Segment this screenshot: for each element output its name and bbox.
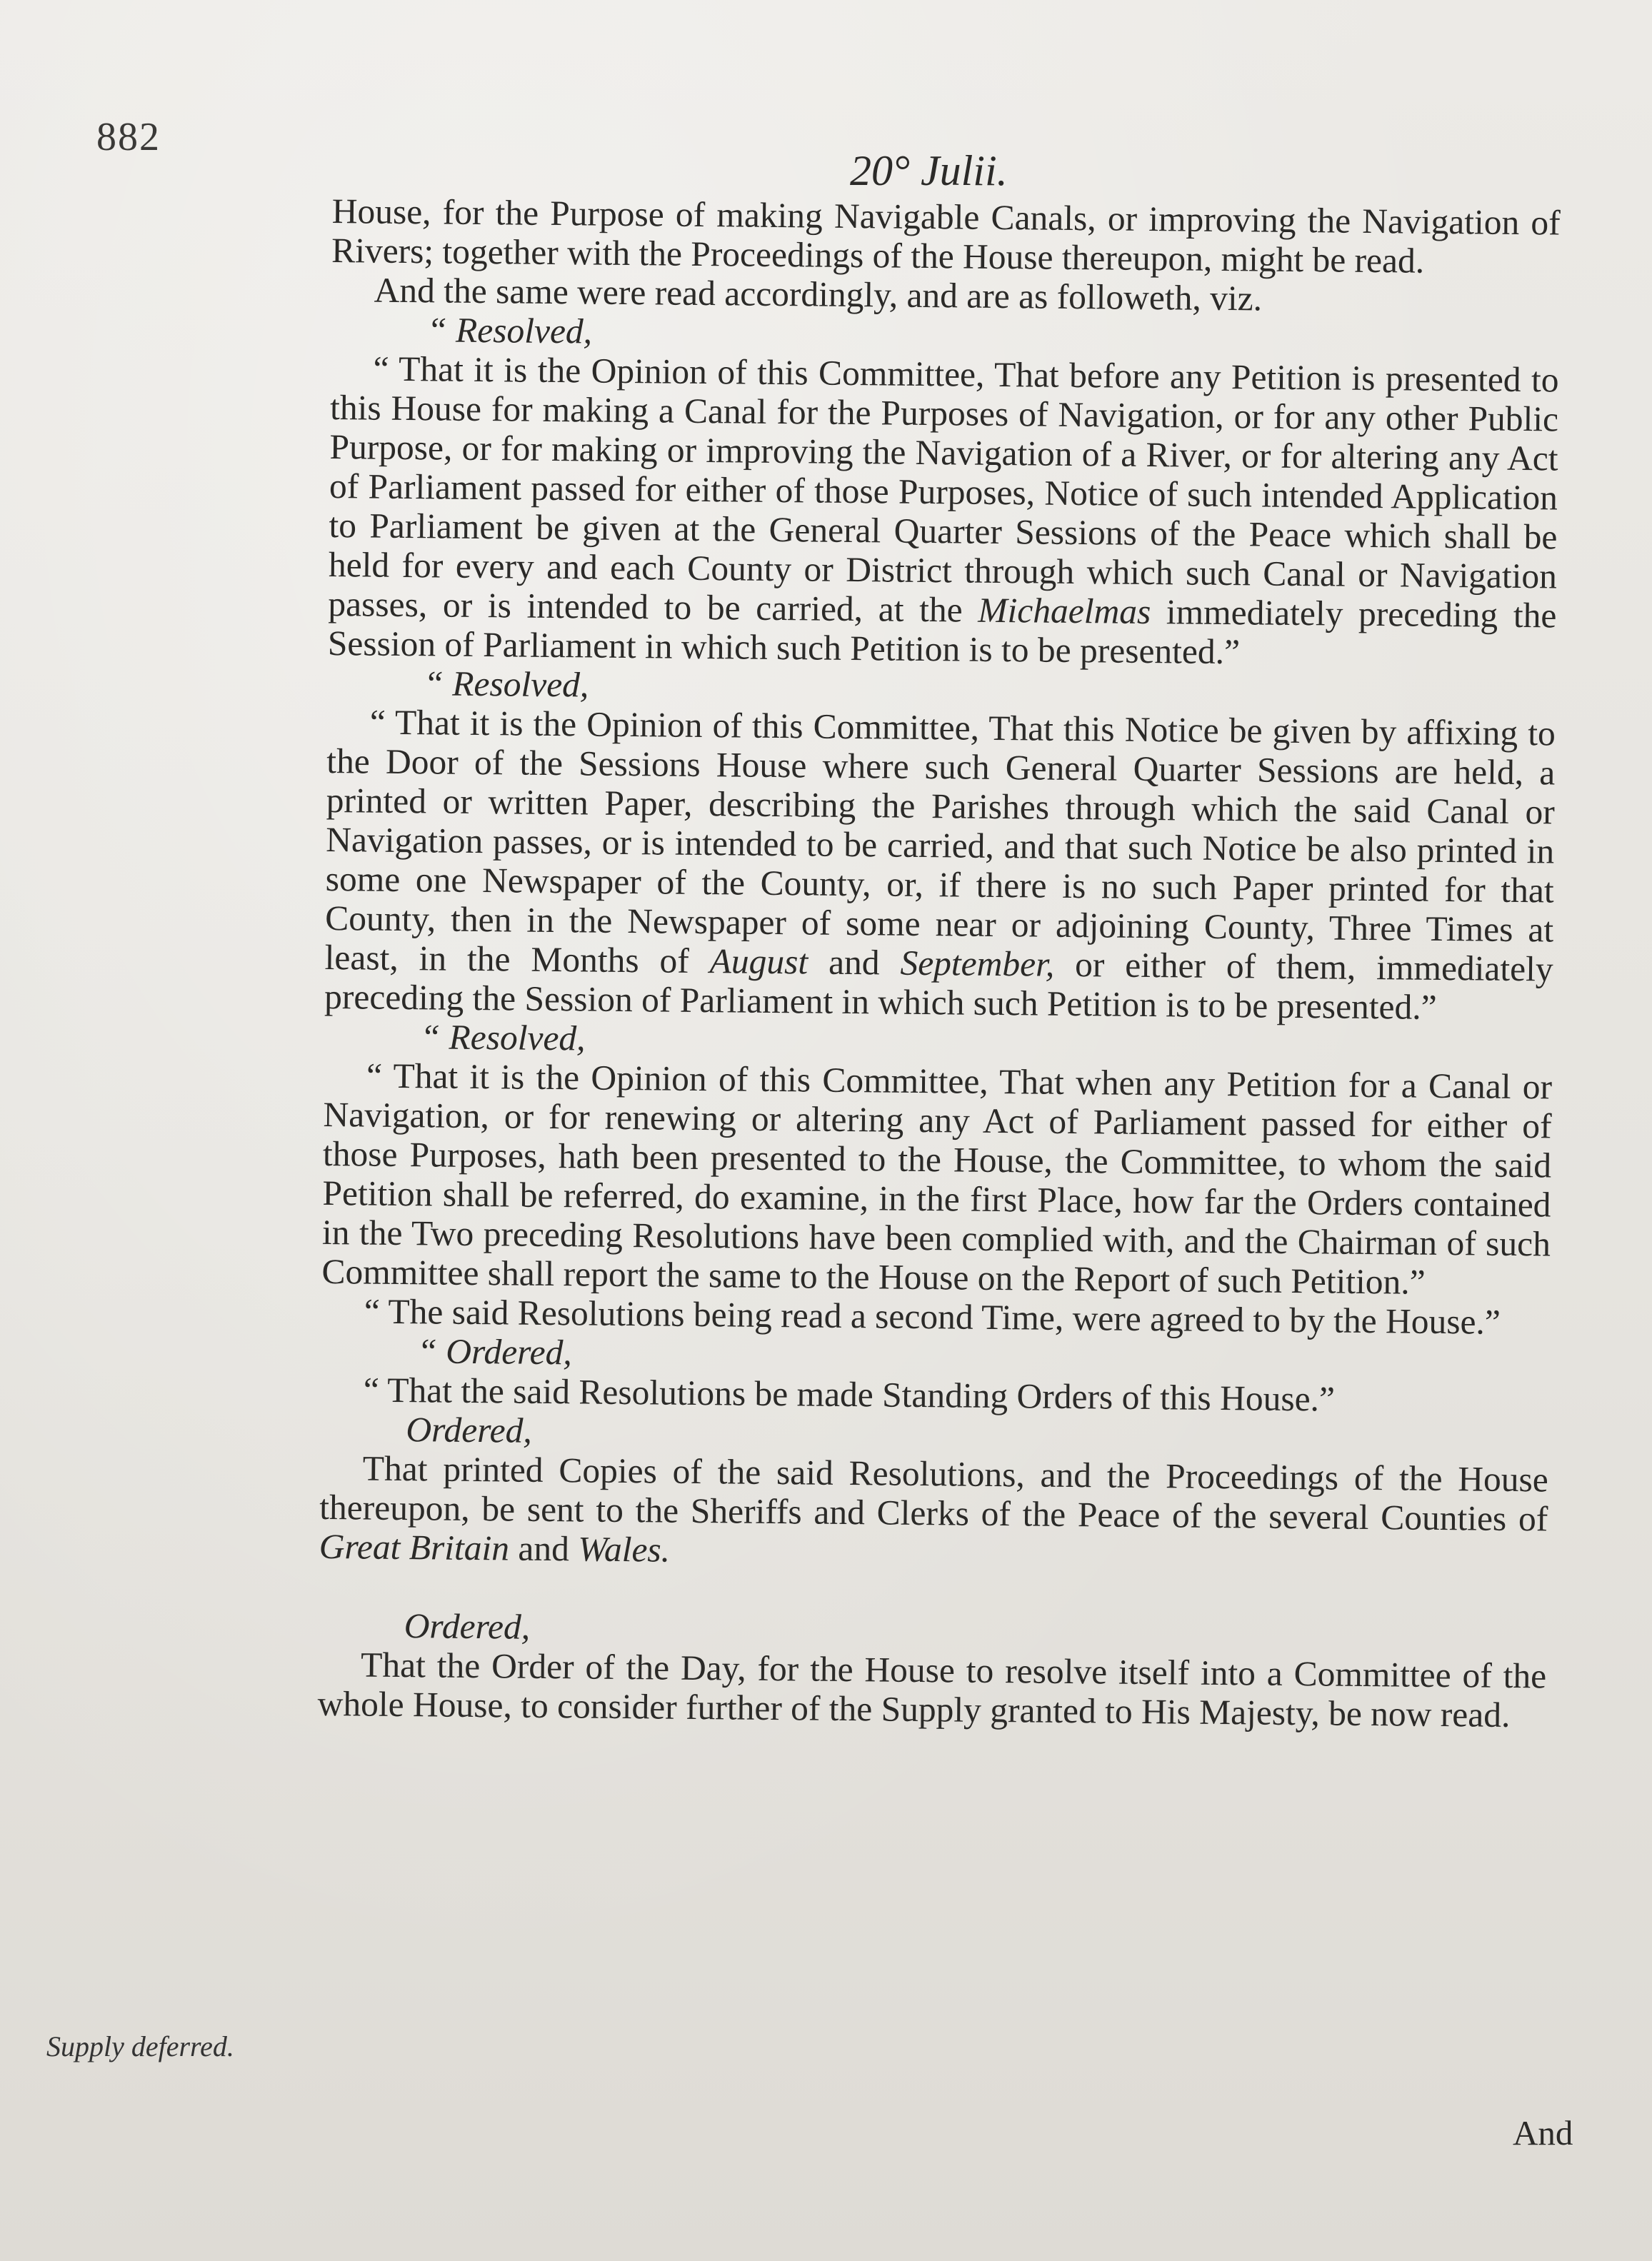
paragraph-3-text: That printed Copies of the said Resolutions, and the Proceedings of the House thereupon, be sent to the Sheriffs and Clerks of the Peace of the several Counties of xyxy=(319,1448,1549,1539)
ordered-heading-2: Ordered, xyxy=(406,1410,533,1450)
standing-order: “ That the said Resolutions be made Standing Orders of this House.” xyxy=(363,1370,1336,1419)
month-september: September, xyxy=(900,943,1055,984)
resolution-1 xyxy=(328,349,1559,674)
michaelmas-term: Michaelmas xyxy=(978,590,1151,632)
paragraph-1: House, for the Purpose of making Navigable Canals, or improving the Navigation of Rivers; together with the Proceedings of the House thereupon, might be read. xyxy=(331,191,1561,281)
resolution-1-line-1: “ That it is the Opinion of this Committee, That before any Petition xyxy=(373,349,1342,398)
body-text xyxy=(317,191,1561,1735)
page-number: 882 xyxy=(96,115,161,159)
resolution-2 xyxy=(324,702,1556,1028)
resolution-2-part-b: or either of them, immediately preceding the Session of Parliament in which such Petition is to be presented.” xyxy=(324,945,1553,1027)
paragraph-2: And the same were read accordingly, and are as followeth, viz. xyxy=(374,270,1263,319)
resolution-1-body: is presented to this House for making a Canal for the Purposes of Navigation, or for any other Public Purpose, or for making or improving the Navigation of a River, or for altering any Act of Parliament passed for either of those Purposes, Notice of such intended Application to Parliament be given at the General Quarter Sessions of the Peace which shall be held for every and each County or District through which such Canal or Navigation passes, or is intended to be carried, at the xyxy=(328,358,1559,630)
resolution-2-part-a: “ That it is the Opinion of this Committee, That this Notice be given by affixing to the Door of the Sessions House where such General Quarter Sessions are held, a printed or written Paper, describing the Parishes through which the said Canal or Navigation passes, or is intended to be carried, and that such Notice be also printed in some one Newspaper of the County, or, if there is no such Paper printed for that County, then in the Newspaper of some near or adjoining County, Three Times at least, in the Months of xyxy=(324,702,1556,981)
resolution-1-end: immediately preceding the Session of Parliament in which such Petition is to be presented.” xyxy=(327,592,1557,672)
resolution-2-and: and xyxy=(828,942,880,983)
paragraph-4: That the Order of the Day, for the House to resolve itself into a Committee of the whole House, to consider further of the Supply granted to His Majesty, be now read. xyxy=(317,1645,1547,1735)
great-britain: Great Britain xyxy=(319,1526,510,1568)
ordered-heading-3: Ordered, xyxy=(404,1606,531,1647)
resolution-4: “ The said Resolutions being read a second Time, were agreed to by the House.” xyxy=(364,1291,1501,1342)
paragraph-3-and: and xyxy=(518,1528,570,1569)
wales: Wales. xyxy=(578,1529,671,1570)
catchword: And xyxy=(1513,2113,1573,2152)
resolution-3: “ That it is the Opinion of this Committee, That when any Petition for a Canal or Navigation, or for renewing or altering any Act of Parliament passed for either of those Purposes, hath been presented to the House, the Committee, to whom the said Petition shall be referred, do examine, in the first Place, how far the Orders contained in the Two preceding Resolutions have been complied with, and the Chairman of such Committee shall report the same to the House on the Report of such Petition.” xyxy=(321,1056,1553,1302)
margin-note: Supply deferred. xyxy=(46,2030,234,2062)
resolved-heading-3: “ Resolved, xyxy=(420,1017,586,1058)
month-august: August xyxy=(709,941,809,982)
resolved-heading-1: “ Resolved, xyxy=(426,310,593,351)
ordered-heading-1: “ Ordered, xyxy=(417,1331,573,1373)
resolved-heading-2: “ Resolved, xyxy=(424,663,589,705)
paragraph-3 xyxy=(319,1448,1549,1578)
running-head: 20° Julii. xyxy=(850,147,1008,194)
